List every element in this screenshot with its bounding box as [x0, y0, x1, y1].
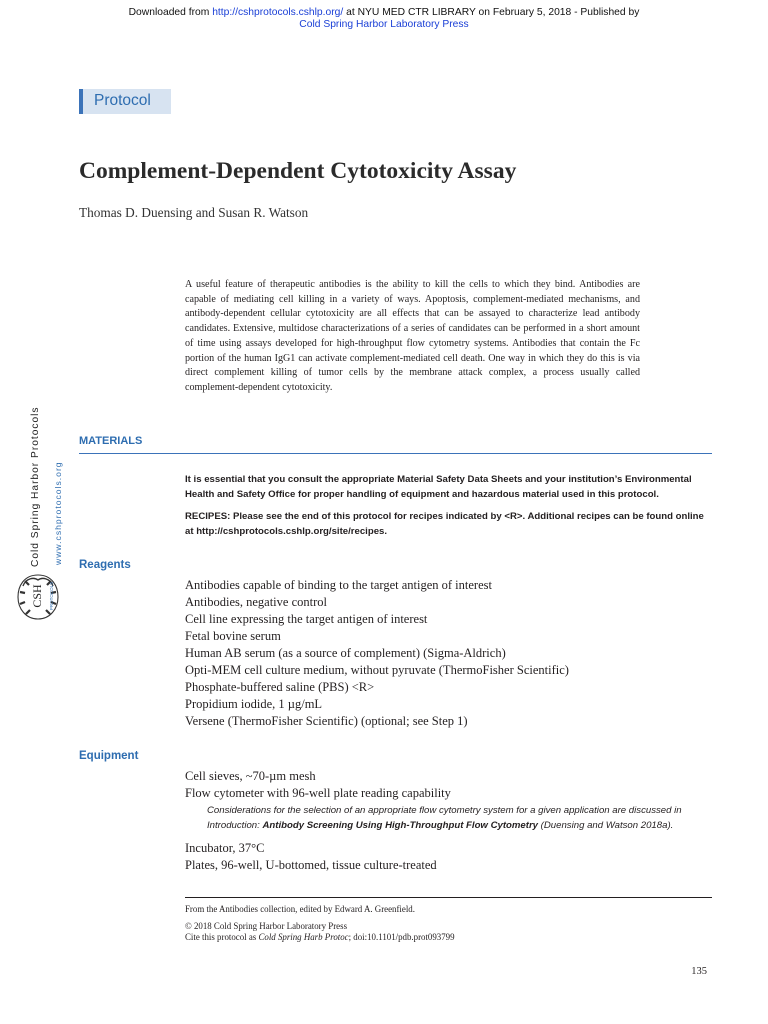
reagent-item: Fetal bovine serum — [185, 629, 281, 643]
recipes-notice: RECIPES: Please see the end of this protocol for recipes indicated by <R>. Additional recipes can be found online at http://cshprotocols.cshlp.org/site/recipes. — [185, 511, 704, 537]
equipment-note-text: Considerations for the selection of an appropriate flow cytometry system for a given application are discussed in Introduction: — [207, 805, 682, 831]
equipment-heading: Equipment — [79, 750, 139, 762]
cshl-protocols-logo-icon — [14, 572, 62, 622]
logo-text: CSH — [30, 584, 44, 608]
article-title: Complement-Dependent Cytotoxicity Assay — [79, 158, 517, 184]
citation-prefix: Cite this protocol as — [185, 932, 259, 942]
page-number: 135 — [691, 966, 707, 977]
reagent-item: Versene (ThermoFisher Scientific) (optional; see Step 1) — [185, 714, 468, 728]
materials-divider — [79, 453, 712, 454]
source-site-link[interactable]: http://cshprotocols.cshlp.org/ — [212, 7, 344, 18]
equipment-item: Cell sieves, ~70-µm mesh — [185, 769, 316, 783]
equipment-list — [185, 768, 451, 802]
journal-name-vertical: Cold Spring Harbor Protocols — [30, 406, 41, 567]
footer-collection: From the Antibodies collection, edited by Edward A. Greenfield. — [185, 904, 415, 914]
equipment-note-reference-link[interactable]: Antibody Screening Using High-Throughput Flow Cytometry — [262, 819, 539, 831]
reagents-list — [185, 577, 569, 730]
banner-prefix: Downloaded from — [128, 7, 210, 18]
reagent-item: Cell line expressing the target antigen of interest — [185, 612, 428, 626]
footer-divider — [185, 897, 712, 898]
reagent-item: Opti-MEM cell culture medium, without pyruvate (ThermoFisher Scientific) — [185, 663, 569, 677]
reagent-item: Human AB serum (as a source of complement) (Sigma-Aldrich) — [185, 646, 506, 660]
footer-copyright: © 2018 Cold Spring Harbor Laboratory Press — [185, 921, 348, 931]
reagent-item: Propidium iodide, 1 µg/mL — [185, 697, 323, 711]
article-authors: Thomas D. Duensing and Susan R. Watson — [79, 205, 309, 220]
reagent-item: Phosphate-buffered saline (PBS) <R> — [185, 680, 375, 694]
protocol-tag-label: Protocol — [94, 92, 151, 109]
safety-notice: It is essential that you consult the appropriate Material Safety Data Sheets and your institution’s Environmental Health and Safety Office for proper handling of equipment and hazardous material used in this protocol. — [185, 474, 692, 500]
protocol-tag — [79, 89, 171, 114]
equipment-note — [207, 804, 717, 833]
citation-journal: Cold Spring Harb Protoc — [258, 932, 349, 942]
publisher-link[interactable]: Cold Spring Harbor Laboratory Press — [299, 19, 469, 30]
abstract-paragraph: A useful feature of therapeutic antibodies is the ability to kill the cells to which they bind. Antibodies are capable of mediating cell killing in a variety of ways. Apoptosis, complement-mediated mechanisms, and antibody-dependent cellular cytotoxicity are all effects that can be assayed to characterize lead antibody candidates. Extensive, multidose characterizations of a series of candidates can be performed in a short amount of time using assays developed for high-throughput flow cytometry systems. Antibodies that contain the Fc portion of the human IgG1 can activate complement-mediated cell death. One way in which they do this is via direct complement killing of tumor cells by the membrane attack complex, a process usually called complement-dependent cytotoxicity. — [185, 279, 640, 393]
download-banner — [0, 7, 768, 31]
equipment-item: Incubator, 37°C — [185, 841, 265, 855]
reagent-item: Antibodies, negative control — [185, 595, 327, 609]
logo-subtext: PROTOCOLS — [49, 581, 54, 611]
equipment-item: Flow cytometer with 96-well plate reading capability — [185, 786, 451, 800]
download-banner-line-1 — [0, 7, 768, 19]
reagents-heading: Reagents — [79, 559, 131, 571]
citation-doi: ; doi:10.1101/pdb.prot093799 — [348, 932, 455, 942]
equipment-note-citation: (Duensing and Watson 2018a). — [538, 819, 674, 831]
equipment-item: Plates, 96-well, U-bottomed, tissue culture-treated — [185, 858, 437, 872]
banner-suffix: at NYU MED CTR LIBRARY on February 5, 2018 - Published by — [346, 7, 640, 18]
journal-url-vertical[interactable]: www.cshprotocols.org — [53, 461, 63, 565]
materials-heading: MATERIALS — [79, 435, 143, 447]
footer-citation — [185, 931, 455, 943]
journal-sidebar — [8, 400, 64, 640]
equipment-list-continued — [185, 840, 437, 874]
reagent-item: Antibodies capable of binding to the target antigen of interest — [185, 578, 492, 592]
